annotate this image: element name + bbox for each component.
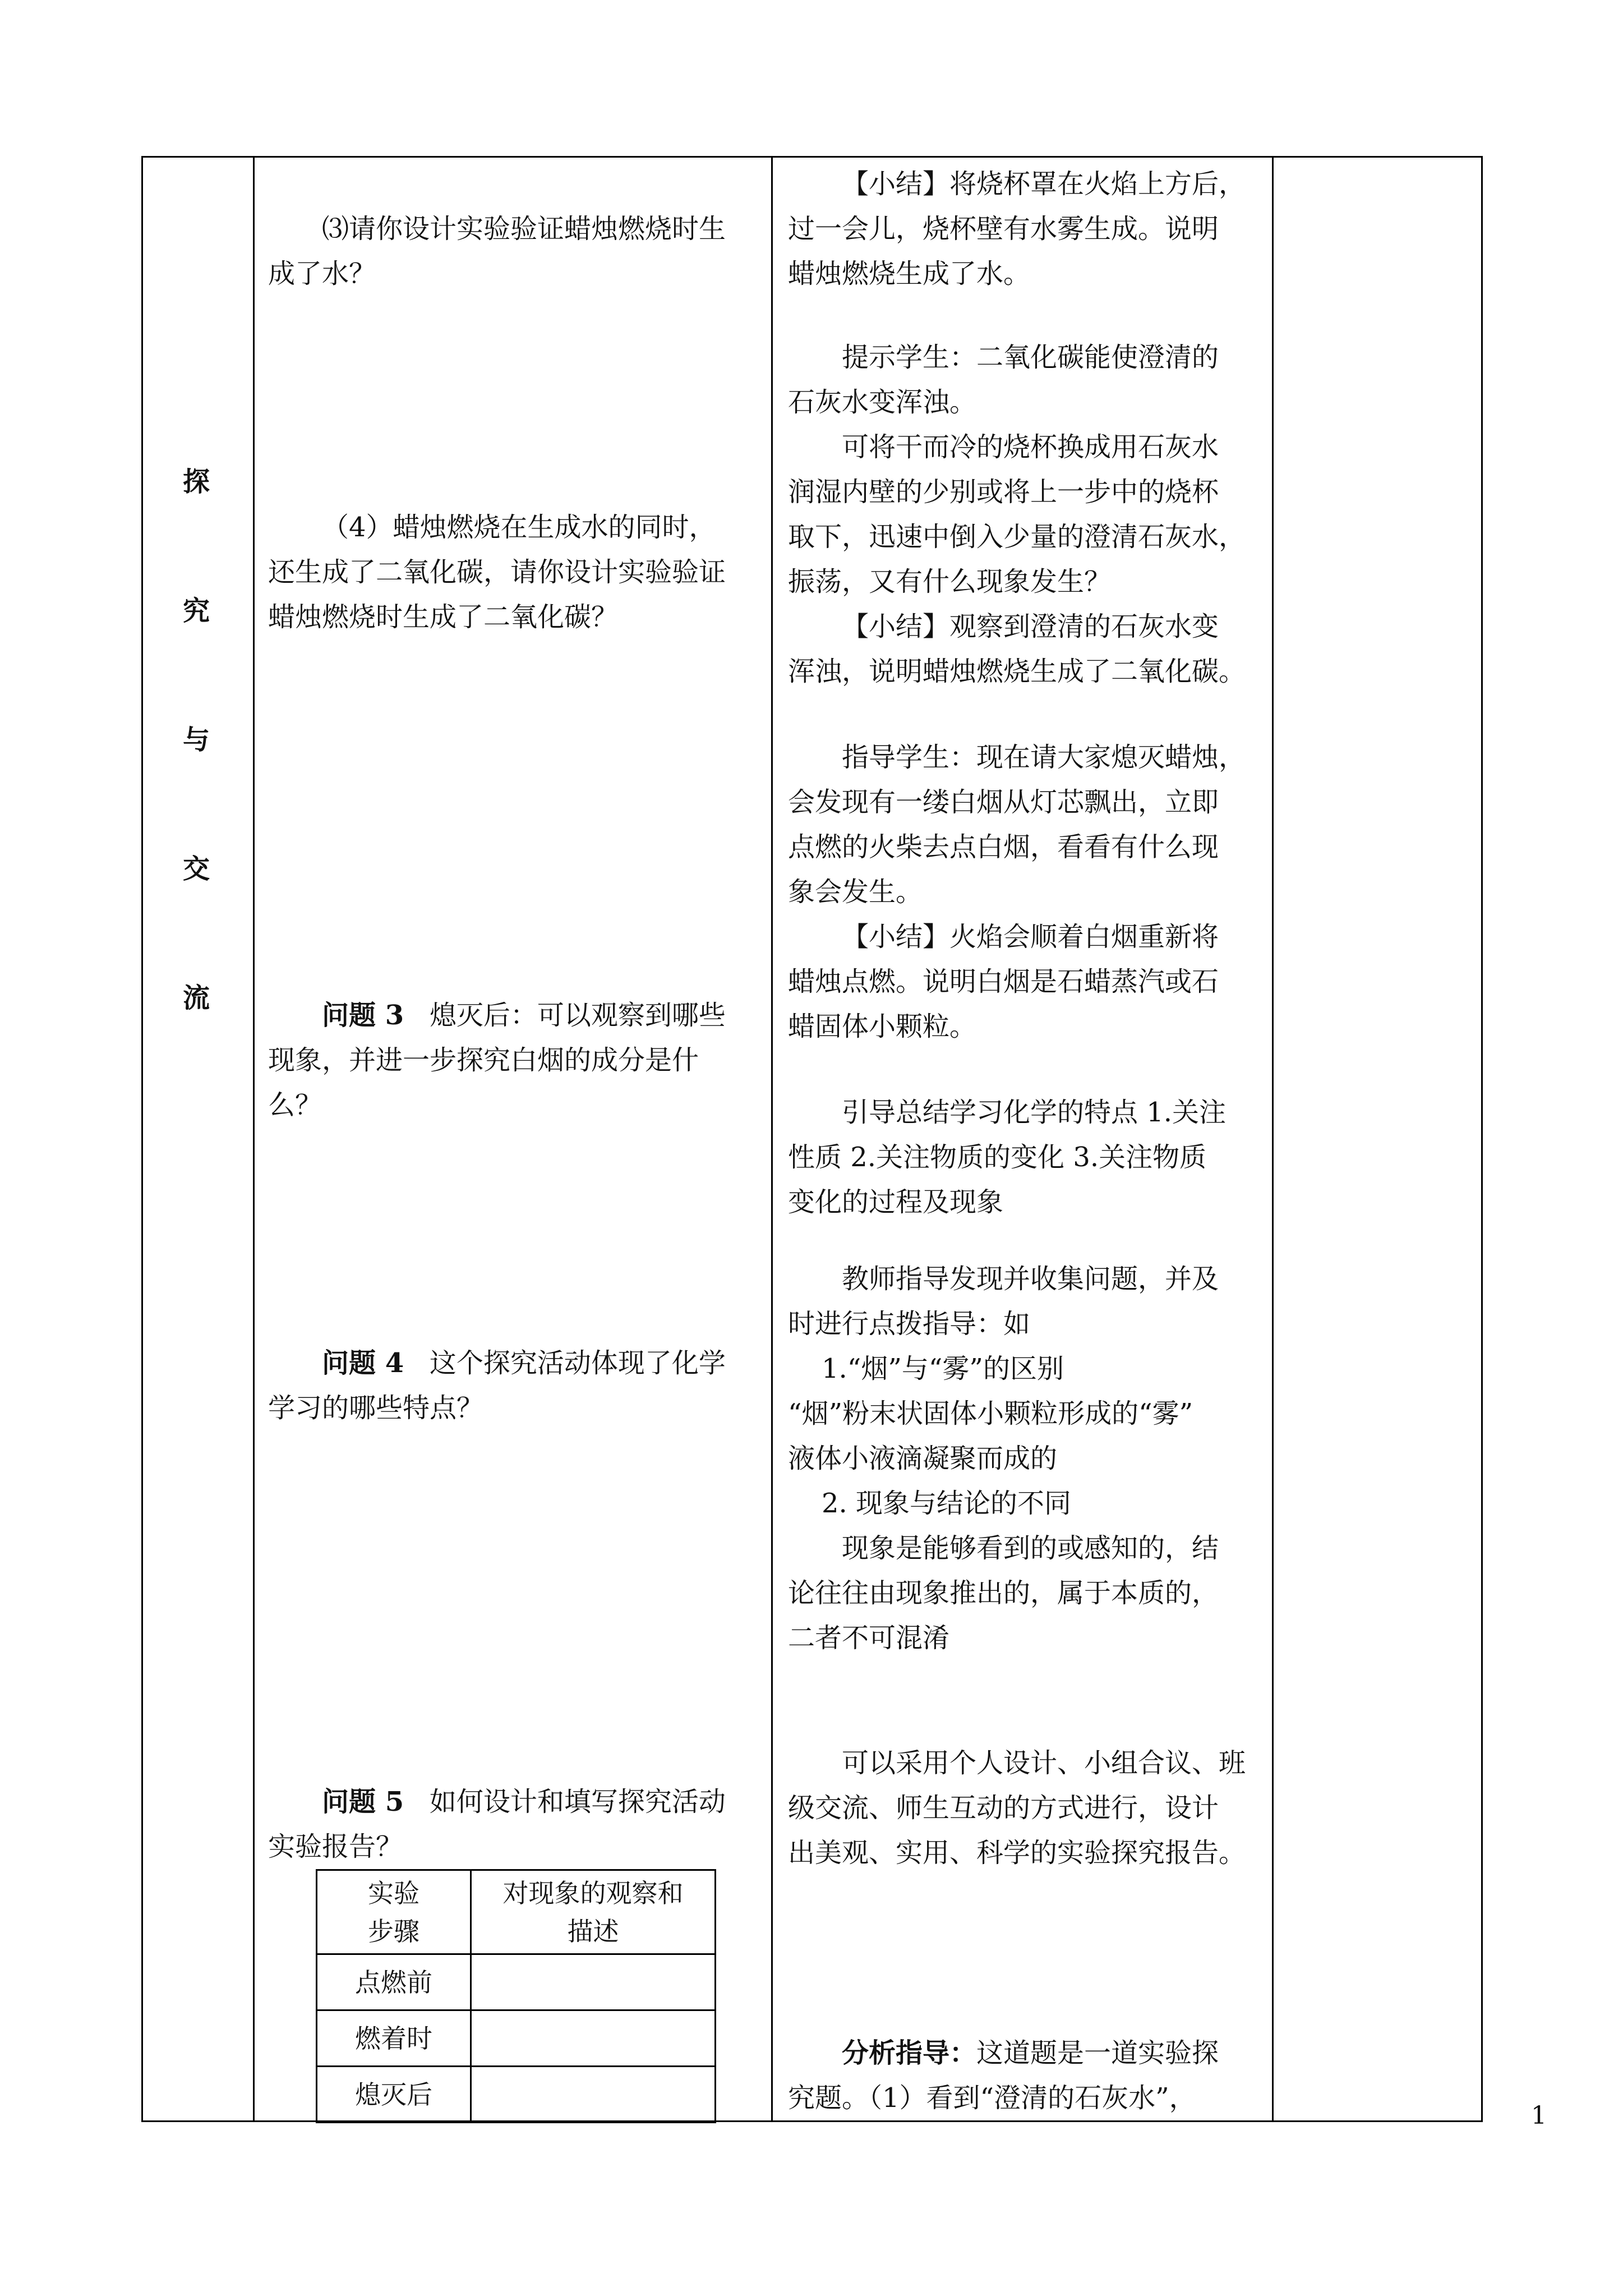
header-observation: 对现象的观察和 描述	[471, 1870, 716, 1954]
question-5: 问题 5 如何设计和填写探究活动 实验报告？	[268, 1786, 726, 1862]
side-label-char-2: 究	[182, 595, 210, 627]
row-before-lighting: 点燃前	[317, 1954, 471, 2010]
question-4-label: 问题 4	[322, 1347, 404, 1379]
side-label-char-4: 交	[182, 853, 210, 885]
header-steps: 实验 步骤	[317, 1870, 471, 1954]
chemistry-features: 引导总结学习化学的特点 1.关注 性质 2.关注物质的变化 3.关注物质 变化的过程及现象	[788, 1097, 1227, 1218]
summary-co2: 【小结】观察到澄清的石灰水变 浑浊，说明蜡烛燃烧生成了二氧化碳。	[788, 611, 1246, 687]
col-border-4	[1272, 156, 1274, 2122]
table-top-border	[141, 156, 1483, 158]
row-while-burning: 燃着时	[317, 2010, 471, 2067]
side-label-char-3: 与	[182, 724, 210, 756]
col-border-2	[253, 156, 255, 2122]
page-number: 1	[1531, 2101, 1547, 2130]
analysis-guidance: 分析指导：这道题是一道实验探 究题。（1）看到“澄清的石灰水”，	[788, 2037, 1219, 2114]
summary-water: 【小结】将烧杯罩在火焰上方后， 过一会儿，烧杯壁有水雾生成。说明 蜡烛燃烧生成了水。	[788, 168, 1246, 289]
method-limewater: 可将干而冷的烧杯换成用石灰水 润湿内壁的少别或将上一步中的烧杯 取下，迅速中倒入少量的澄清石灰水， 振荡，又有什么现象发生？	[788, 431, 1246, 597]
analysis-label: 分析指导：	[842, 2037, 977, 2069]
summary-white-smoke: 【小结】火焰会顺着白烟重新将 蜡烛点燃。说明白烟是石蜡蒸汽或石 蜡固体小颗粒。	[788, 921, 1219, 1042]
cell-empty[interactable]	[471, 2067, 716, 2123]
guide-extinguish: 指导学生：现在请大家熄灭蜡烛， 会发现有一缕白烟从灯芯飘出，立即 点燃的火柴去点白烟，看看有什么现 象会发生。	[788, 742, 1246, 908]
col-border-5	[1481, 156, 1483, 2122]
question-5-label: 问题 5	[322, 1786, 404, 1818]
col-border-1	[141, 156, 143, 2122]
report-method: 可以采用个人设计、小组合议、班 级交流、师生互动的方式进行，设计 出美观、实用、科学的实验探究报告。	[788, 1747, 1246, 1869]
teacher-guidance: 教师指导发现并收集问题，并及 时进行点拨指导：如 1.“烟”与“雾”的区别 “烟”粉末状固体小颗粒形成的“雾” 液体小液滴凝聚而成的 2. 现象与结论的不同 现象是能够看到的或感知的，结 论往往由现象推出的，属于本质的， 二者不可混淆	[788, 1263, 1219, 1654]
side-label-char-5: 流	[182, 982, 210, 1014]
cell-empty[interactable]	[471, 1954, 716, 2010]
experiment-report-table	[316, 1869, 716, 2123]
side-label-char-1: 探	[182, 466, 210, 498]
question-3: 问题 3 熄灭后：可以观察到哪些 现象，并进一步探究白烟的成分是什 么？	[268, 1000, 726, 1121]
question-4: 问题 4 这个探究活动体现了化学 学习的哪些特点？	[268, 1347, 726, 1424]
question-3-water-part: ⑶请你设计实验验证蜡烛燃烧时生 成了水？	[268, 213, 726, 289]
hint-co2: 提示学生：二氧化碳能使澄清的 石灰水变浑浊。	[788, 342, 1219, 418]
col-border-3	[771, 156, 773, 2122]
row-after-extinguish: 熄灭后	[317, 2067, 471, 2123]
question-3-label: 问题 3	[322, 1000, 404, 1031]
cell-empty[interactable]	[471, 2010, 716, 2067]
question-4-co2-part: （4）蜡烛燃烧在生成水的同时， 还生成了二氧化碳，请你设计实验验证 蜡烛燃烧时生成了二氧化碳？	[268, 512, 726, 633]
